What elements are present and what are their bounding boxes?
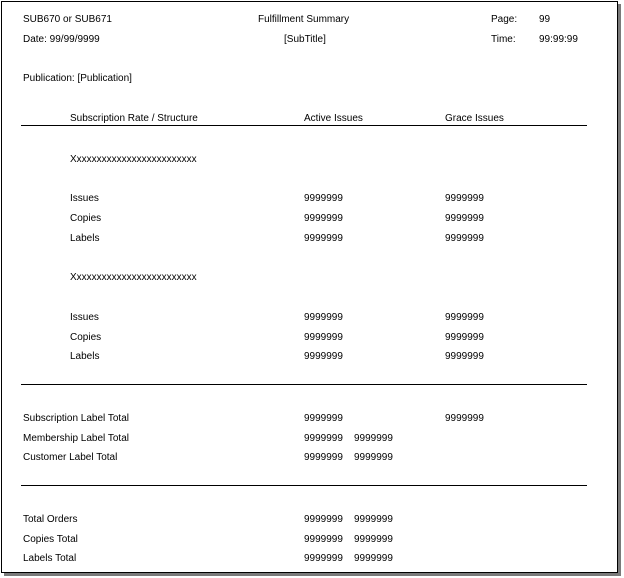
report-id: SUB670 or SUB671 <box>23 14 112 25</box>
row-grace-value: 9999999 <box>445 193 484 204</box>
row-label: Labels <box>70 351 100 362</box>
row-grace-value: 9999999 <box>445 312 484 323</box>
total-active-value: 9999999 <box>304 413 343 424</box>
row-active-value: 9999999 <box>304 312 343 323</box>
total-extra-value: 9999999 <box>354 433 393 444</box>
grand-total-extra-value: 9999999 <box>354 534 393 545</box>
report-date: Date: 99/99/9999 <box>23 34 100 45</box>
row-grace-value: 9999999 <box>445 233 484 244</box>
grand-total-active-value: 9999999 <box>304 553 343 564</box>
row-active-value: 9999999 <box>304 332 343 343</box>
total-active-value: 9999999 <box>304 452 343 463</box>
row-label: Labels <box>70 233 100 244</box>
row-active-value: 9999999 <box>304 193 343 204</box>
row-label: Issues <box>70 312 99 323</box>
page-number: 99 <box>539 14 551 25</box>
row-label: Copies <box>70 332 102 343</box>
row-active-value: 9999999 <box>304 351 343 362</box>
grand-total-active-value: 9999999 <box>304 514 343 525</box>
grand-total-active-value: 9999999 <box>304 534 343 545</box>
total-grace-value: 9999999 <box>445 413 484 424</box>
header-rule <box>21 125 587 126</box>
row-label: Copies <box>70 213 102 224</box>
report-page <box>1 1 618 573</box>
grand-total-extra-value: 9999999 <box>354 553 393 564</box>
publication-label: Publication: [Publication] <box>23 73 132 84</box>
total-label: Subscription Label Total <box>23 413 129 424</box>
grand-total-label: Total Orders <box>23 514 78 525</box>
page-label: Page: <box>491 14 518 25</box>
total-label: Membership Label Total <box>23 433 129 444</box>
section-rule <box>21 384 587 385</box>
total-active-value: 9999999 <box>304 433 343 444</box>
group-name: Xxxxxxxxxxxxxxxxxxxxxxxxx <box>70 272 197 283</box>
total-label: Customer Label Total <box>23 452 118 463</box>
column-header-rate-structure: Subscription Rate / Structure <box>70 113 198 124</box>
column-header-active-issues: Active Issues <box>304 113 363 124</box>
section-rule <box>21 485 587 486</box>
row-active-value: 9999999 <box>304 213 343 224</box>
grand-total-label: Labels Total <box>23 553 77 564</box>
time-label: Time: <box>491 34 516 45</box>
row-label: Issues <box>70 193 99 204</box>
time-value: 99:99:99 <box>539 34 578 45</box>
total-extra-value: 9999999 <box>354 452 393 463</box>
row-active-value: 9999999 <box>304 233 343 244</box>
row-grace-value: 9999999 <box>445 213 484 224</box>
column-header-grace-issues: Grace Issues <box>445 113 504 124</box>
report-subtitle: [SubTitle] <box>284 34 326 45</box>
row-grace-value: 9999999 <box>445 351 484 362</box>
group-name: Xxxxxxxxxxxxxxxxxxxxxxxxx <box>70 154 197 165</box>
grand-total-extra-value: 9999999 <box>354 514 393 525</box>
row-grace-value: 9999999 <box>445 332 484 343</box>
grand-total-label: Copies Total <box>23 534 78 545</box>
report-title: Fulfillment Summary <box>258 14 350 25</box>
